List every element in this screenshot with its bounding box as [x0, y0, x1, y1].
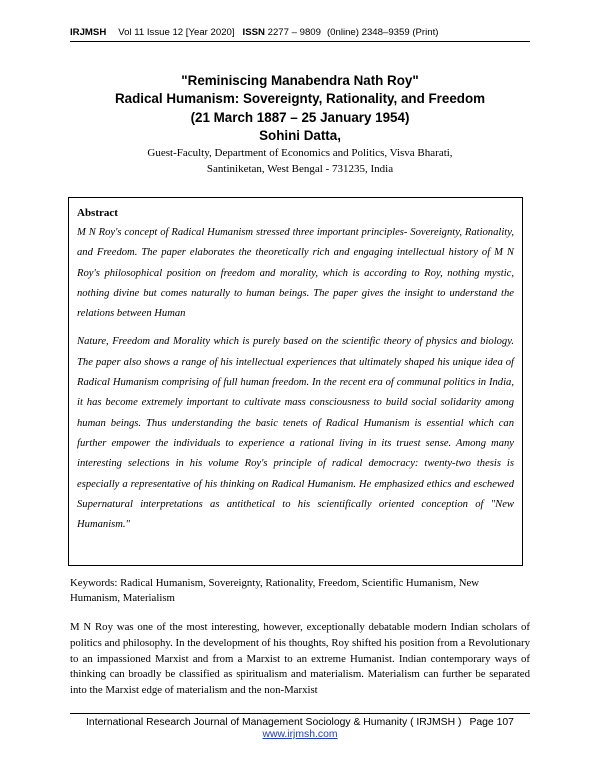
title-line-3: (21 March 1887 – 25 January 1954) — [190, 109, 410, 125]
abstract-paragraph-1: M N Roy's concept of Radical Humanism stressed three important principles- Sovereignty, Rationality, and Freedom. The paper elaborates the theoretically rich and engaging intellectual history of M N Roy's philosophical position on freedom and morality, which is according to Roy, nothing mystic, nothing divine but comes naturally to human beings. The paper gives the insight to understand the relations between Human — [77, 227, 514, 320]
abstract-paragraph-2: Nature, Freedom and Morality which is purely based on the scientific theory of physics and biology. The paper also shows a range of his intellectual experiences that ultimately shaped his unique idea of Radical Humanism comprising of full human freedom. In the recent era of communal politics in India, it has become extremely important to cultivate mass consciousness to build social solidarity among human beings. Thus understanding the basic tenets of Radical Humanism is essential which can further empower the individuals to experience a rational living in its truest sense. Among many interesting selections in his volume Roy's principle of radical democracy: twenty-two thesis is especially a representative of his thinking on Radical Humanism. He emphasized ethics and eschewed Supernatural interpretations as antithetical to his scientifically oriented conception of "New Humanism." — [77, 336, 514, 531]
issn-print: 2348–9359 (Print) — [361, 27, 439, 38]
journal-abbrev: IRJMSH — [70, 27, 107, 38]
author-name: Sohini Datta, — [259, 128, 341, 144]
affiliation-line-1: Guest-Faculty, Department of Economics and Politics, Visva Bharati, — [147, 147, 453, 159]
title-line-1: "Reminiscing Manabendra Nath Roy" — [181, 73, 419, 88]
affiliation-line-2: Santiniketan, West Bengal - 731235, India — [206, 162, 394, 175]
running-footer — [70, 713, 530, 740]
author-affiliation — [70, 146, 530, 177]
footer-journal-name: International Research Journal of Management Sociology & Humanity ( IRJMSH ) — [86, 717, 462, 728]
title-block — [70, 72, 530, 146]
running-header — [70, 27, 530, 42]
title-line-2: Radical Humanism: Sovereignty, Rationality, and Freedom — [114, 91, 486, 107]
volume-info: Vol 11 Issue 12 [Year 2020] — [118, 27, 235, 38]
body-paragraph: M N Roy was one of the most interesting, however, exceptionally debatable modern Indian scholars of politics and philosophy. In the development of his thoughts, Roy shifted his position from a Revolutionary to an impassioned Marxist and from a Marxist to an extreme Humanist. Indian contemporary ways of thinking can broadly be classified as spiritualism and materialism. Materialism can further be separated into the Marxist edge of materialism and the non-Marxist — [70, 621, 530, 697]
abstract-heading: Abstract — [77, 207, 118, 219]
issn-label: ISSN — [242, 27, 265, 38]
keywords: Keywords: Radical Humanism, Sovereignty, Rationality, Freedom, Scientific Humanism, New Humanism, Materialism — [70, 577, 480, 604]
online-label: (0nline) — [326, 27, 359, 38]
journal-url-link[interactable]: www.irjmsh.com — [262, 729, 338, 740]
issn-online: 2277 – 9809 — [267, 27, 321, 38]
page-number: Page 107 — [469, 717, 514, 728]
abstract-box — [68, 197, 523, 566]
